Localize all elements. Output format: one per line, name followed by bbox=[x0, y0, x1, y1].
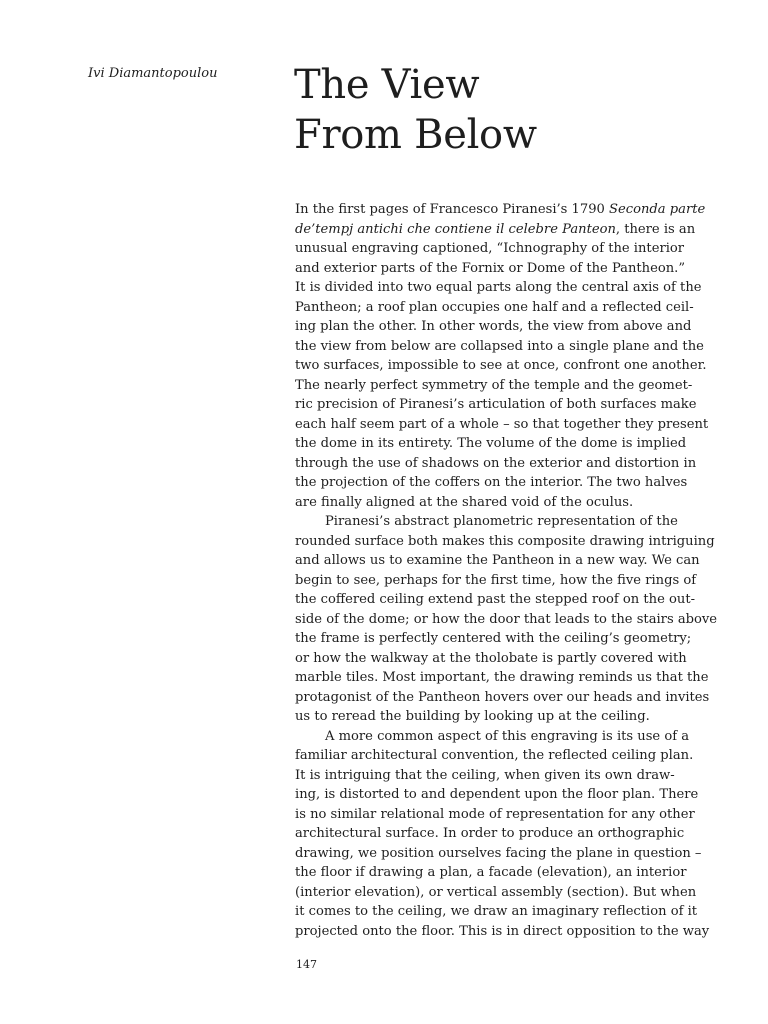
text-line bbox=[295, 863, 715, 883]
article-body bbox=[295, 200, 718, 941]
text-line bbox=[295, 395, 715, 415]
text-run: marble tiles. Most important, the drawing reminds us that the bbox=[295, 670, 709, 685]
text-line bbox=[295, 707, 715, 727]
text-run: rounded surface both makes this composite drawing intriguing bbox=[295, 533, 715, 549]
text-run: each half seem part of a whole – so that together they present bbox=[295, 416, 709, 432]
text-line bbox=[295, 376, 715, 396]
text-run: us to reread the building by looking up at the ceiling. bbox=[295, 709, 650, 724]
text-run: It is divided into two equal parts along the central axis of the bbox=[295, 280, 702, 295]
text-run: In the first pages of Francesco Piranesi’s 1790 bbox=[295, 202, 610, 217]
text-line bbox=[295, 278, 715, 298]
text-run: ric precision of Piranesi’s articulation of both surfaces make bbox=[295, 397, 697, 412]
italic-title-text: de’tempj antichi che contiene il celebre Panteon bbox=[295, 221, 616, 237]
text-line bbox=[295, 493, 715, 513]
text-line bbox=[295, 629, 715, 649]
text-line bbox=[295, 239, 715, 259]
text-run: It is intriguing that the ceiling, when given its own draw- bbox=[295, 767, 675, 783]
text-line bbox=[295, 746, 715, 766]
text-line bbox=[295, 902, 715, 922]
text-run: architectural surface. In order to produce an orthographic bbox=[295, 826, 685, 841]
text-run: the frame is perfectly centered with the ceiling’s geometry; bbox=[295, 631, 692, 646]
text-line bbox=[295, 649, 715, 669]
text-line bbox=[295, 590, 715, 610]
text-line bbox=[295, 824, 715, 844]
text-line bbox=[295, 571, 715, 591]
text-run: the projection of the coffers on the interior. The two halves bbox=[295, 475, 688, 490]
text-line bbox=[295, 434, 715, 454]
text-line bbox=[295, 298, 715, 318]
text-line bbox=[295, 415, 715, 435]
text-run: the coffered ceiling extend past the stepped roof on the out- bbox=[295, 592, 696, 607]
text-run: drawing, we position ourselves facing the plane in question – bbox=[295, 845, 702, 861]
text-line bbox=[295, 220, 715, 240]
text-run: two surfaces, impossible to see at once, confront one another. bbox=[295, 358, 707, 373]
text-line bbox=[295, 454, 715, 474]
page-number: 147 bbox=[296, 958, 317, 971]
text-line bbox=[295, 532, 715, 552]
text-run: and allows us to examine the Pantheon in a new way. We can bbox=[295, 553, 700, 568]
text-line bbox=[295, 668, 715, 688]
text-line bbox=[295, 551, 715, 571]
author-name: Ivi Diamantopoulou bbox=[88, 66, 218, 81]
text-run: The nearly perfect symmetry of the temple and the geomet- bbox=[295, 377, 693, 393]
text-line bbox=[295, 200, 715, 220]
text-run: or how the walkway at the tholobate is partly covered with bbox=[295, 650, 687, 666]
text-run: it comes to the ceiling, we draw an imaginary reflection of it bbox=[295, 904, 698, 919]
text-line bbox=[295, 337, 715, 357]
title-line-1: The View bbox=[294, 62, 480, 108]
text-line bbox=[295, 512, 715, 532]
italic-title-text: Seconda parte bbox=[609, 202, 706, 217]
text-run: begin to see, perhaps for the first time, how the five rings of bbox=[295, 572, 697, 588]
text-run: through the use of shadows on the exterior and distortion in bbox=[295, 455, 697, 471]
text-line bbox=[295, 259, 715, 279]
text-run: familiar architectural convention, the reflected ceiling plan. bbox=[295, 748, 694, 763]
text-line bbox=[295, 766, 715, 786]
text-line bbox=[295, 727, 715, 747]
text-run: is no similar relational mode of representation for any other bbox=[295, 806, 695, 822]
paragraph bbox=[295, 512, 718, 727]
text-line bbox=[295, 805, 715, 825]
text-line bbox=[295, 844, 715, 864]
text-run: Piranesi’s abstract planometric representation of the bbox=[325, 514, 678, 529]
paragraph bbox=[295, 727, 715, 942]
text-run: the view from below are collapsed into a single plane and the bbox=[295, 338, 704, 354]
text-run: the floor if drawing a plan, a facade (elevation), an interior bbox=[295, 865, 687, 880]
text-run: (interior elevation), or vertical assembly (section). But when bbox=[295, 884, 697, 900]
text-line bbox=[295, 473, 715, 493]
text-line bbox=[295, 922, 715, 942]
text-run: the dome in its entirety. The volume of the dome is implied bbox=[295, 436, 687, 451]
title-line-2: From Below bbox=[294, 112, 537, 158]
text-line bbox=[295, 317, 715, 337]
text-run: are finally aligned at the shared void of the oculus. bbox=[295, 494, 634, 510]
text-run: ing, is distorted to and dependent upon the floor plan. There bbox=[295, 787, 699, 802]
article-title bbox=[294, 60, 537, 160]
text-line bbox=[295, 356, 715, 376]
text-run: ing plan the other. In other words, the view from above and bbox=[295, 319, 692, 334]
text-line bbox=[295, 610, 718, 630]
text-line bbox=[295, 883, 715, 903]
text-run: side of the dome; or how the door that leads to the stairs above bbox=[295, 611, 718, 627]
text-line bbox=[295, 785, 715, 805]
text-run: protagonist of the Pantheon hovers over our heads and invites bbox=[295, 689, 710, 705]
text-run: projected onto the floor. This is in direct opposition to the way bbox=[295, 923, 710, 939]
text-run: and exterior parts of the Fornix or Dome of the Pantheon.” bbox=[295, 260, 686, 276]
text-run: A more common aspect of this engraving is its use of a bbox=[325, 728, 690, 744]
text-run: unusual engraving captioned, “Ichnography of the interior bbox=[295, 241, 685, 256]
text-run: Pantheon; a roof plan occupies one half and a reflected ceil- bbox=[295, 299, 694, 315]
text-line bbox=[295, 688, 715, 708]
text-run: , there is an bbox=[615, 221, 696, 237]
paragraph bbox=[295, 200, 715, 512]
